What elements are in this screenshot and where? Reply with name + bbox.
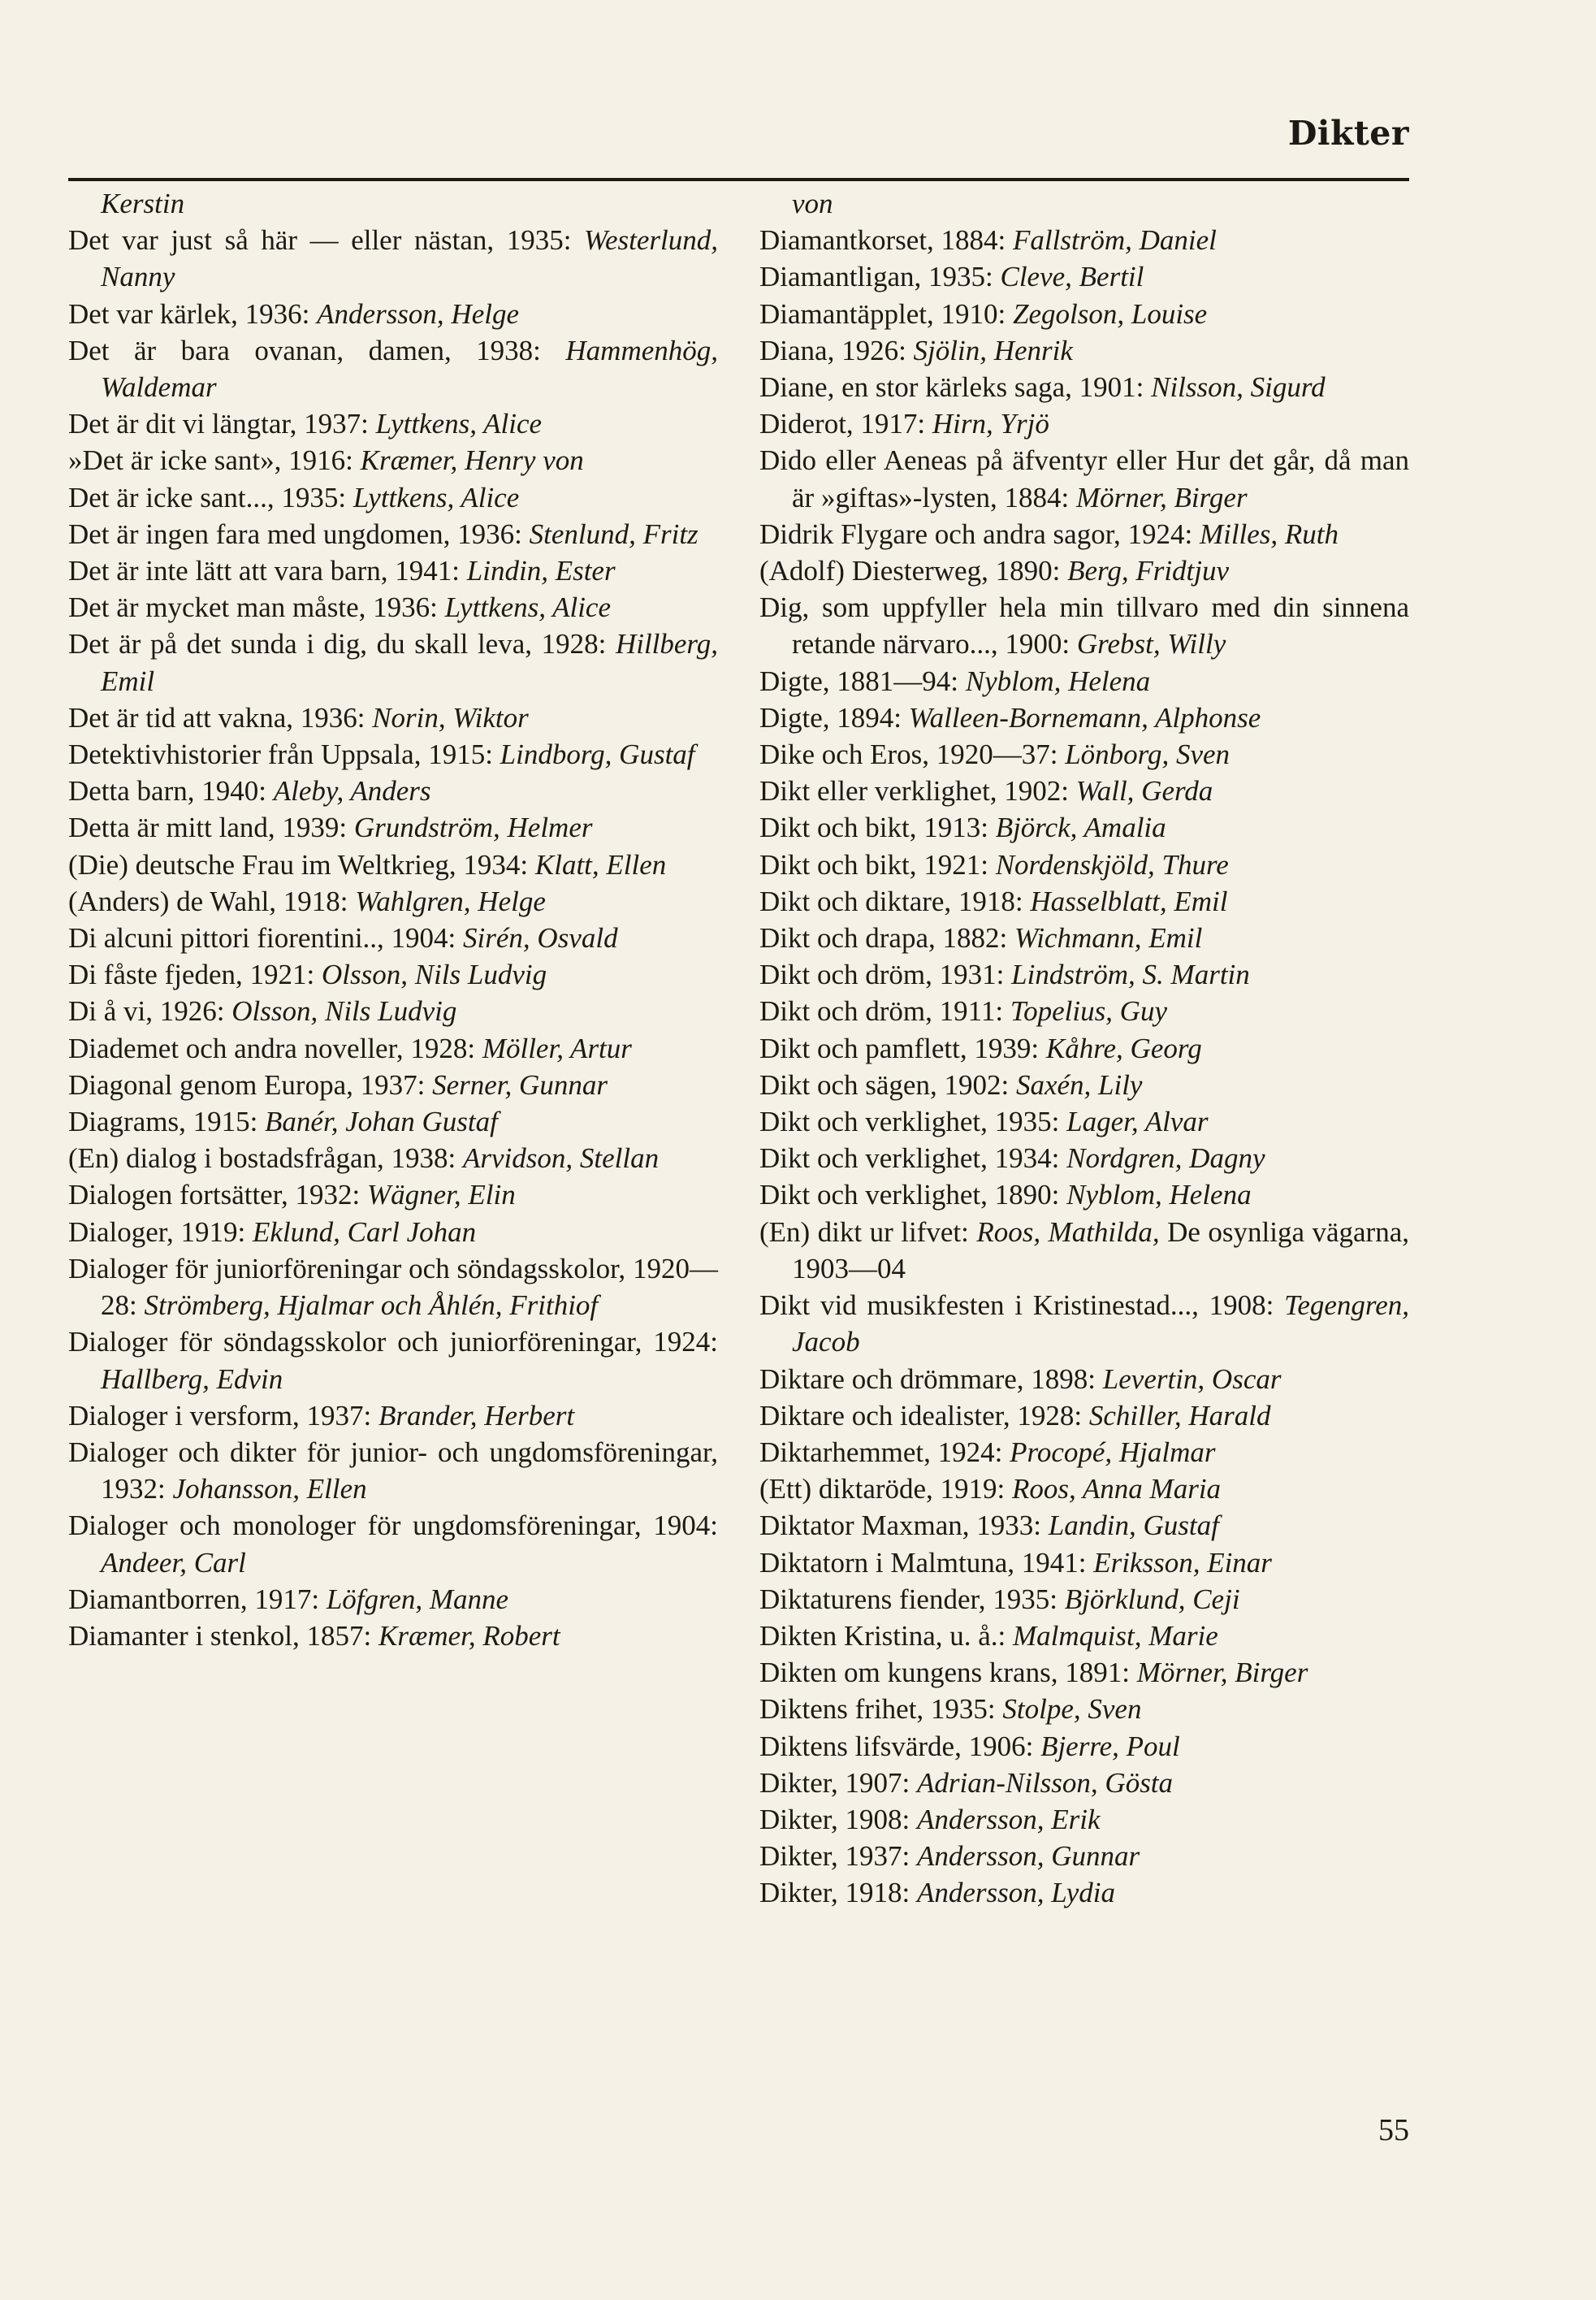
entry-author: Andeer, Carl [101,1546,246,1579]
entry-title: Dikt och verklighet, 1934: [759,1142,1060,1175]
index-entry [759,552,1409,589]
entry-author: Zegolson, Louise [1013,297,1208,330]
index-entry [759,1287,1409,1360]
entry-author: Lindin, Ester [466,555,616,587]
entry-title: Diktare och idealister, 1928: [759,1399,1083,1432]
entry-author: Andersson, Helge [317,297,520,330]
entry-author: Bjerre, Poul [1040,1730,1180,1762]
entry-author: Sirén, Osvald [463,922,618,955]
index-entry [759,1434,1409,1471]
index-entry [759,1140,1409,1176]
entry-author: Stenlund, Fritz [529,518,699,550]
entry-author: Hammenhög, Waldemar [101,334,719,404]
index-entry [68,442,718,479]
index-entry [759,1507,1409,1544]
index-entry [759,773,1409,809]
index-entry [759,1544,1409,1581]
entry-title: Dialoger, 1919: [68,1215,246,1248]
entry-author: Adrian-Nilsson, Gösta [917,1766,1174,1799]
entry-title: Det är dit vi längtar, 1937: [68,408,369,440]
left-column [68,185,718,1654]
entry-author: Johansson, Ellen [172,1473,367,1505]
index-entry [759,369,1409,405]
entry-author: Björck, Amalia [995,812,1166,844]
index-entry [759,332,1409,369]
entry-title: Diagonal genom Europa, 1937: [68,1068,426,1101]
index-entry [68,993,718,1029]
index-entry [68,1618,718,1654]
entry-author: Lönborg, Sven [1065,739,1231,771]
entry-title: Diamantkorset, 1884: [759,224,1006,257]
entry-author: Grundström, Helmer [353,812,593,844]
entry-title: Det är mycket man måste, 1936: [68,591,438,624]
entry-title: Dikten om kungens krans, 1891: [759,1657,1130,1689]
entry-title: Dialoger och dikter för junior- och ungdomsföreningar, 1932: [68,1436,718,1505]
entry-author: Hasselblatt, Emil [1030,885,1228,917]
entry-author: Lindström, S. Martin [1011,959,1250,991]
entry-title: Diamantborren, 1917: [68,1583,320,1615]
index-entry [759,700,1409,736]
entry-author: Wahlgren, Helge [355,885,546,917]
entry-author: Wägner, Elin [366,1179,516,1211]
index-entry [68,956,718,993]
entry-title: Dialoger och monologer för ungdomsföreningar, 1904: [68,1510,718,1542]
entry-title: Det är ingen fara med ungdomen, 1936: [68,518,522,550]
entry-title: Det är icke sant..., 1935: [68,481,347,513]
entry-title: Dialogen fortsätter, 1932: [68,1179,361,1211]
index-entry [68,773,718,809]
entry-author: Malmquist, Marie [1013,1619,1218,1652]
index-entry [759,1874,1409,1911]
entry-author: Cleve, Bertil [1000,261,1144,293]
entry-title: Det är på det sunda i dig, du skall leva, 1928: [68,628,607,661]
entry-author: Löfgren, Manne [326,1583,509,1615]
index-entry [759,736,1409,773]
entry-author: Klatt, Ellen [534,848,667,881]
index-entry [68,589,718,626]
index-entry [68,1067,718,1103]
entry-title: Diamanter i stenkol, 1857: [68,1619,372,1652]
entry-title: Dikt och pamflett, 1939: [759,1032,1040,1064]
entry-title: Dikten Kristina, u. å.: [759,1619,1006,1652]
entry-title: Det är bara ovanan, damen, 1938: [68,334,541,366]
entry-title: Diamantligan, 1935: [759,261,993,293]
entry-title: Dikt och drapa, 1882: [759,922,1008,955]
entry-author: Roos, Mathilda, [976,1215,1160,1248]
index-entry [68,405,718,442]
entry-author: Stolpe, Sven [1002,1693,1142,1726]
entry-title: Di å vi, 1926: [68,995,225,1028]
running-header-title: Dikter [1287,114,1409,153]
entry-author: Schiller, Harald [1088,1399,1271,1432]
entry-title: (Adolf) Diesterweg, 1890: [759,555,1061,587]
entry-title: (Anders) de Wahl, 1918: [68,885,348,917]
entry-title: Diktens lifsvärde, 1906: [759,1730,1034,1762]
entry-author: Kåhre, Georg [1045,1032,1202,1064]
entry-author: Möller, Artur [482,1032,632,1064]
index-entry [68,1176,718,1213]
entry-title: Dialoger för söndagsskolor och juniorföreningar, 1924: [68,1326,718,1358]
index-entry [68,736,718,773]
entry-author: Arvidson, Stellan [463,1142,660,1175]
page-header [0,0,1596,187]
entry-author: Roos, Anna Maria [1012,1473,1222,1505]
index-entry [68,626,718,699]
entry-title: Dialoger för juniorföreningar och söndagsskolor, 1920—28: [68,1252,718,1322]
entry-title: Diktatorn i Malmtuna, 1941: [759,1546,1087,1579]
index-entry [759,1801,1409,1838]
entry-title: Detta är mitt land, 1939: [68,812,348,844]
entry-title: Det var kärlek, 1936: [68,297,310,330]
entry-author: Kræmer, Robert [378,1619,560,1652]
entry-author: Strömberg, Hjalmar och Åhlén, Frithiof [144,1289,599,1322]
entry-title: Dikter, 1908: [759,1803,910,1835]
entry-author: Aleby, Anders [273,775,431,808]
index-entry [68,1581,718,1618]
index-entry [759,663,1409,700]
index-entry [68,222,718,295]
entry-author: Brander, Herbert [378,1399,575,1432]
index-entry [759,589,1409,662]
entry-title: Diktens frihet, 1935: [759,1693,996,1726]
index-entry [759,1471,1409,1507]
entry-author: Levertin, Oscar [1102,1362,1282,1395]
header-rule [68,178,1409,181]
index-entry [759,993,1409,1029]
entry-title: Digte, 1881—94: [759,665,958,697]
index-entry [68,1103,718,1140]
entry-author: Nyblom, Helena [1066,1179,1252,1211]
index-entry [759,1581,1409,1618]
index-entry [68,883,718,920]
continued-author: von [792,188,833,219]
entry-title: Diamantäpplet, 1910: [759,297,1006,330]
entry-title: Dike och Eros, 1920—37: [759,739,1058,771]
entry-author: Björklund, Ceji [1064,1583,1240,1615]
entry-title: Diktator Maxman, 1933: [759,1510,1042,1542]
entry-title: Diktaturens fiender, 1935: [759,1583,1058,1615]
entry-title: Dikt och diktare, 1918: [759,885,1023,917]
index-entry [68,1397,718,1434]
entry-author: Norin, Wiktor [372,701,529,734]
entry-author: Lyttkens, Alice [444,591,611,624]
page-number: 55 [1378,2113,1409,2147]
index-entry [759,1838,1409,1874]
index-entry [68,847,718,883]
index-entry [759,1397,1409,1434]
entry-author: Mörner, Birger [1136,1657,1308,1689]
entry-title: Dikter, 1918: [759,1877,910,1909]
entry-title: Digte, 1894: [759,701,902,734]
entry-author: Fallström, Daniel [1013,224,1217,257]
index-entry [759,1654,1409,1691]
entry-title: Didrik Flygare och andra sagor, 1924: [759,518,1193,550]
entry-author: Topelius, Guy [1010,995,1167,1028]
entry-author: Andersson, Erik [917,1803,1101,1835]
entry-author: Saxén, Lily [1015,1068,1143,1101]
entry-title: Det är tid att vakna, 1936: [68,701,365,734]
entry-title: Dig, som uppfyller hela min tillvaro med din sinnena retande närvaro..., 1900: [759,591,1409,661]
entry-author: Nyblom, Helena [965,665,1151,697]
index-entry [68,332,718,405]
index-entry [759,1728,1409,1765]
index-entry [68,516,718,552]
index-entry [68,1507,718,1580]
index-entry [68,296,718,332]
entry-title: (En) dikt ur lifvet: [759,1215,969,1248]
entry-title: Dikt vid musikfesten i Kristinestad..., 1908: [759,1289,1274,1322]
index-entry [68,809,718,846]
entry-author: Serner, Gunnar [432,1068,608,1101]
entry-title: Dido eller Aeneas på äfventyr eller Hur det går, då man är »giftas»-lysten, 1884: [759,444,1409,513]
entry-author: Lyttkens, Alice [353,481,520,513]
entry-title: Di fåste fjeden, 1921: [68,959,315,991]
entry-title: »Det är icke sant», 1916: [68,444,353,477]
index-entry [759,1176,1409,1213]
entry-author: Milles, Ruth [1199,518,1339,550]
entry-title: Diademet och andra noveller, 1928: [68,1032,476,1064]
entry-author: Wall, Gerda [1075,775,1213,808]
index-entry [759,1214,1409,1287]
index-entry [759,920,1409,956]
entry-title: Detta barn, 1940: [68,775,266,808]
entry-author: Eklund, Carl Johan [253,1215,477,1248]
index-entry [68,1434,718,1507]
entry-author: Wichmann, Emil [1014,922,1203,955]
entry-title: Dialoger i versform, 1937: [68,1399,372,1432]
entry-author: Kræmer, Henry von [360,444,584,477]
index-entry [759,258,1409,295]
index-entry [759,1361,1409,1397]
entry-author: Eriksson, Einar [1093,1546,1272,1579]
index-entry [68,1214,718,1250]
entry-title: Dikt eller verklighet, 1902: [759,775,1070,808]
entry-title: Dikter, 1937: [759,1840,910,1873]
index-entry [759,847,1409,883]
index-entry [759,222,1409,258]
entry-author: Lindborg, Gustaf [500,739,695,771]
index-entry [759,442,1409,515]
entry-author: Andersson, Gunnar [917,1840,1140,1873]
index-entry [68,1250,718,1323]
entry-title: Diane, en stor kärleks saga, 1901: [759,371,1144,404]
entry-title: (Ett) diktaröde, 1919: [759,1473,1006,1505]
index-entry [759,1765,1409,1801]
entry-author: Westerlund, Nanny [101,224,718,293]
entry-author: Hillberg, Emil [101,628,718,697]
index-entry [759,883,1409,920]
index-entry [759,516,1409,552]
entry-author: Berg, Fridtjuv [1067,555,1230,587]
entry-title: Dikt och verklighet, 1890: [759,1179,1060,1211]
entry-author: Landin, Gustaf [1048,1510,1219,1542]
entry-title: Det är inte lätt att vara barn, 1941: [68,555,461,587]
index-entry [68,700,718,736]
entry-title: Det var just så här — eller nästan, 1935: [68,224,572,257]
entry-title: Diagrams, 1915: [68,1106,258,1138]
entry-title: Dikt och bikt, 1913: [759,812,988,844]
entry-author: Nordgren, Dagny [1066,1142,1265,1175]
entry-title: (En) dialog i bostadsfrågan, 1938: [68,1142,456,1175]
index-entry [68,1030,718,1067]
index-entry [68,1140,718,1176]
index-entry [759,405,1409,442]
entry-title: Detektivhistorier från Uppsala, 1915: [68,739,493,771]
entry-title: Dikt och sägen, 1902: [759,1068,1010,1101]
entry-author: Grebst, Willy [1076,628,1226,661]
index-entry [759,1691,1409,1727]
entry-author: Procopé, Hjalmar [1010,1436,1216,1468]
entry-author: Walleen-Bornemann, Alphonse [908,701,1261,734]
index-entry [68,1323,718,1397]
right-column [759,185,1409,1912]
entry-title: Dikt och dröm, 1931: [759,959,1005,991]
entry-author: Olsson, Nils Ludvig [322,959,547,991]
index-entry [68,552,718,589]
entry-title: Diktare och drömmare, 1898: [759,1362,1096,1395]
index-entry [759,296,1409,332]
entry-author: Nilsson, Sigurd [1151,371,1326,404]
entry-title: Dikt och dröm, 1911: [759,995,1004,1028]
entry-author: Lyttkens, Alice [375,408,543,440]
entry-title: Dikt och verklighet, 1935: [759,1106,1060,1138]
entry-author: Tegengren, Jacob [792,1289,1409,1358]
entry-author: Nordenskjöld, Thure [995,848,1229,881]
index-entry [759,956,1409,993]
entry-subtitle: De osynliga vägarna, 1903—04 [792,1215,1409,1284]
index-entry [68,920,718,956]
index-entry [759,1067,1409,1103]
entry-author: Andersson, Lydia [917,1877,1115,1909]
entry-title: Diktarhemmet, 1924: [759,1436,1003,1468]
entry-author: Hirn, Yrjö [932,408,1049,440]
entry-author: Mörner, Birger [1075,481,1248,513]
entry-title: (Die) deutsche Frau im Weltkrieg, 1934: [68,848,529,881]
continued-author: Kerstin [101,188,185,219]
entry-title: Diana, 1926: [759,334,906,366]
entry-title: Dikter, 1907: [759,1766,910,1799]
index-entry [759,1618,1409,1654]
index-entry [759,809,1409,846]
entry-title: Di alcuni pittori fiorentini.., 1904: [68,922,456,955]
index-entry [759,1030,1409,1067]
entry-title: Dikt och bikt, 1921: [759,848,988,881]
index-entry [68,479,718,516]
index-entry [759,1103,1409,1140]
entry-author: Olsson, Nils Ludvig [231,995,457,1028]
entry-author: Hallberg, Edvin [101,1362,283,1395]
entry-author: Lager, Alvar [1066,1106,1209,1138]
entry-author: Banér, Johan Gustaf [265,1106,498,1138]
entry-author: Sjölin, Henrik [913,334,1073,366]
entry-title: Diderot, 1917: [759,408,926,440]
